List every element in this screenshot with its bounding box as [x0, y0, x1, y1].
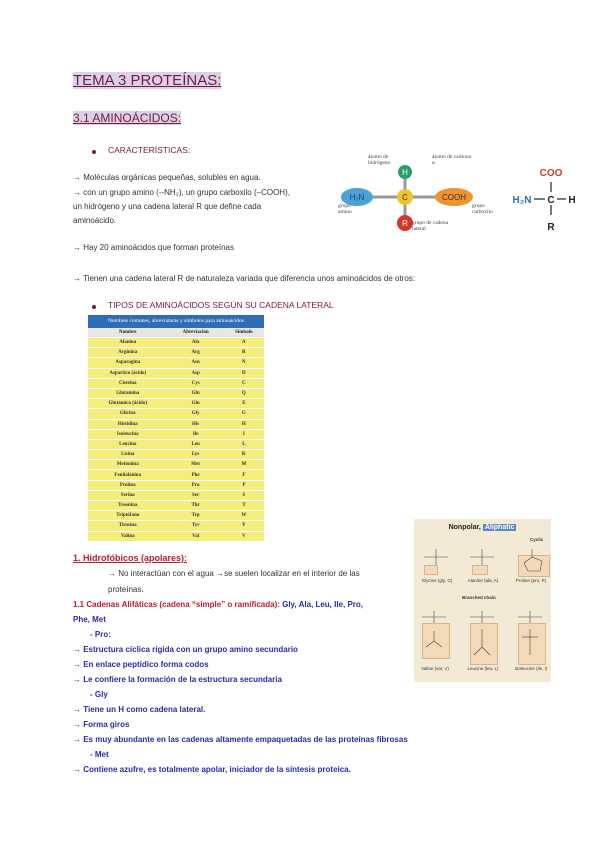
cell-name: Treonina: [88, 501, 168, 511]
cell-name: Valina: [88, 531, 168, 541]
table-row: [88, 388, 264, 398]
types-heading: TIPOS DE AMINOÁCIDOS SEGÚN SU CADENA LATERAL: [108, 300, 334, 310]
nonpolar-aliphatic-figure: [414, 519, 551, 682]
cell-name: Alanina: [88, 338, 168, 348]
valine-label: Valine (val, V): [421, 666, 449, 671]
table-row: [88, 470, 264, 480]
table-row: [88, 368, 264, 378]
cell-symbol: S: [224, 490, 264, 500]
hydrophobic-line-1: → No interactúan con el agua →se suelen localizar en el interior de las: [108, 569, 360, 578]
cell-symbol: F: [224, 470, 264, 480]
table-row: [88, 460, 264, 470]
cell-name: Aspartico (ácido): [88, 368, 168, 378]
table-row: [88, 501, 264, 511]
cell-name: Isoleucina: [88, 429, 168, 439]
cell-name: Cisteína: [88, 378, 168, 388]
carbon-alpha-text: átomo de carbono α: [432, 154, 472, 166]
side-chain-text: grupo de cadena lateral: [412, 220, 449, 232]
cell-symbol: G: [224, 409, 264, 419]
cell-abbrev: Thr: [168, 501, 224, 511]
proline-label: Proline (pro, P): [515, 578, 547, 583]
bullet-dot: [92, 150, 96, 154]
alanine-label: Alanine (ala, A): [467, 578, 499, 583]
table-row: [88, 338, 264, 348]
cell-symbol: R: [224, 348, 264, 358]
section-title: 3.1 AMINOÁCIDOS:: [73, 111, 182, 125]
char-line-1: → Moléculas orgánicas pequeñas, solubles en agua.: [73, 173, 261, 182]
cell-abbrev: Gln: [168, 388, 224, 398]
cell-symbol: P: [224, 480, 264, 490]
cell-name: Asparagina: [88, 358, 168, 368]
diagram-r: R: [402, 219, 408, 228]
cell-abbrev: Ser: [168, 490, 224, 500]
cell-abbrev: Asn: [168, 358, 224, 368]
cell-symbol: V: [224, 531, 264, 541]
amino-group-text: grupo amino: [338, 203, 352, 215]
cell-symbol: L: [224, 439, 264, 449]
cell-abbrev: Glu: [168, 399, 224, 409]
char-line-4: aminoácido.: [73, 216, 117, 225]
leucine-label: Leucine (leu, L): [467, 666, 499, 671]
bullet-dot: [92, 305, 96, 309]
cell-name: Metionina: [88, 460, 168, 470]
table-row: [88, 378, 264, 388]
table-row: [88, 348, 264, 358]
cell-name: Histidina: [88, 419, 168, 429]
glycine-label: Glycine (gly, G): [421, 578, 453, 583]
cell-symbol: N: [224, 358, 264, 368]
isoleucine-label: Isoleucine (ile, I): [514, 666, 548, 671]
cell-symbol: C: [224, 378, 264, 388]
table-row: [88, 409, 264, 419]
met-line-1: → Contiene azufre, es totalmente apolar, iniciador de la síntesis proteica.: [73, 765, 351, 774]
amino-acid-structure: [510, 160, 580, 235]
cell-abbrev: Gly: [168, 409, 224, 419]
pro-line-3: → Le confiere la formación de la estructura secundaria: [73, 675, 282, 684]
diagram-amino: H₂N: [349, 193, 365, 202]
amino-acid-table: [88, 315, 264, 541]
char-line-6: → Tienen una cadena lateral R de naturaleza variada que diferencia unos aminoácidos de otros:: [73, 274, 415, 283]
cell-name: Prolina: [88, 480, 168, 490]
cell-name: Glutamina: [88, 388, 168, 398]
table-row: [88, 419, 264, 429]
gly-line-2: → Forma giros: [73, 720, 130, 729]
cell-abbrev: His: [168, 419, 224, 429]
cell-abbrev: Met: [168, 460, 224, 470]
table-row: [88, 429, 264, 439]
cell-abbrev: Tyr: [168, 521, 224, 531]
cell-name: Triptófano: [88, 511, 168, 521]
cell-abbrev: Ala: [168, 338, 224, 348]
diagram-carboxyl: COOH: [442, 193, 466, 202]
table-row: [88, 480, 264, 490]
page-title: TEMA 3 PROTEÍNAS:: [73, 72, 222, 89]
nonpolar-structures: [414, 519, 551, 682]
aliphatic-line: 1.1 Cadenas Alifáticas (cadena “simple” o ramificada): Gly, Ala, Leu, Ile, Pro,: [73, 600, 364, 609]
structure-c: C: [547, 195, 555, 206]
structure-coo: COO: [539, 168, 563, 179]
table-row: [88, 521, 264, 531]
table-header-title: Nombres comunes, abreviaturas y símbolos para aminoácidos: [88, 315, 264, 328]
hydrophobic-heading: 1. Hidrofóbicos (apolares):: [73, 553, 188, 563]
cell-symbol: M: [224, 460, 264, 470]
col-abbrev: Abreviación: [168, 328, 224, 338]
carboxyl-group-text: grupo carboxilo: [472, 203, 493, 215]
table-row: [88, 511, 264, 521]
cell-symbol: D: [224, 368, 264, 378]
cell-name: Leucina: [88, 439, 168, 449]
cell-abbrev: Arg: [168, 348, 224, 358]
cell-symbol: K: [224, 450, 264, 460]
gly-line-3: → Es muy abundante en las cadenas altamente empaquetadas de las proteínas fibrosas: [73, 735, 408, 744]
cell-name: Tirosina: [88, 521, 168, 531]
char-line-3: un hidrógeno y una cadena lateral R que define cada: [73, 202, 262, 211]
cell-abbrev: Cys: [168, 378, 224, 388]
cell-symbol: I: [224, 429, 264, 439]
cell-symbol: T: [224, 501, 264, 511]
cell-abbrev: Phe: [168, 470, 224, 480]
cell-name: Fenilalanina: [88, 470, 168, 480]
cell-name: Serina: [88, 490, 168, 500]
table-row: [88, 450, 264, 460]
cell-abbrev: Val: [168, 531, 224, 541]
met-label: - Met: [90, 750, 109, 759]
char-line-2: → con un grupo amino (--NH₂), un grupo carboxilo (–COOH),: [73, 188, 290, 197]
aliphatic-line-2: Phe, Met: [73, 615, 106, 624]
gly-line-1: → Tiene un H como cadena lateral.: [73, 705, 206, 714]
cyclic-label: Cyclic: [530, 537, 544, 542]
cell-symbol: Q: [224, 388, 264, 398]
branched-label: Branched chain: [462, 595, 496, 600]
cell-abbrev: Ile: [168, 429, 224, 439]
cell-name: Lisina: [88, 450, 168, 460]
cell-name: Glicina: [88, 409, 168, 419]
cell-abbrev: Leu: [168, 439, 224, 449]
structure-h: H: [568, 195, 576, 206]
cell-abbrev: Pro: [168, 480, 224, 490]
cell-symbol: Y: [224, 521, 264, 531]
col-symbol: Símbolo: [224, 328, 264, 338]
table-row: [88, 439, 264, 449]
diagram-h: H: [402, 168, 408, 177]
char-line-5: → Hay 20 aminoácidos que forman proteínas: [73, 243, 234, 252]
cell-symbol: H: [224, 419, 264, 429]
col-name: Nombre: [88, 328, 168, 338]
hydrophobic-line-2: proteínas.: [108, 585, 144, 594]
pro-line-1: → Estructura cíclica rígida con un grupo amino secundario: [73, 645, 298, 654]
pro-line-2: → En enlace peptídico forma codos: [73, 660, 209, 669]
diagram-c: C: [402, 193, 408, 202]
table-row: [88, 531, 264, 541]
cell-abbrev: Asp: [168, 368, 224, 378]
table-row: [88, 399, 264, 409]
nonpolar-title: Nonpolar, Aliphatic: [448, 524, 515, 531]
structure-h2n: H₂N: [512, 195, 532, 206]
hydrogen-atom-text: átomo de hidrógeno: [368, 154, 391, 166]
structure-r: R: [547, 222, 555, 233]
cell-abbrev: Trp: [168, 511, 224, 521]
gly-label: - Gly: [90, 690, 108, 699]
cell-name: Glutámico (ácido): [88, 399, 168, 409]
pro-label: - Pro:: [90, 630, 111, 639]
characteristics-heading: CARACTERÍSTICAS:: [108, 145, 191, 155]
cell-symbol: A: [224, 338, 264, 348]
cell-symbol: E: [224, 399, 264, 409]
cell-abbrev: Lys: [168, 450, 224, 460]
cell-symbol: W: [224, 511, 264, 521]
table-row: [88, 358, 264, 368]
cell-name: Arginina: [88, 348, 168, 358]
table-row: [88, 490, 264, 500]
